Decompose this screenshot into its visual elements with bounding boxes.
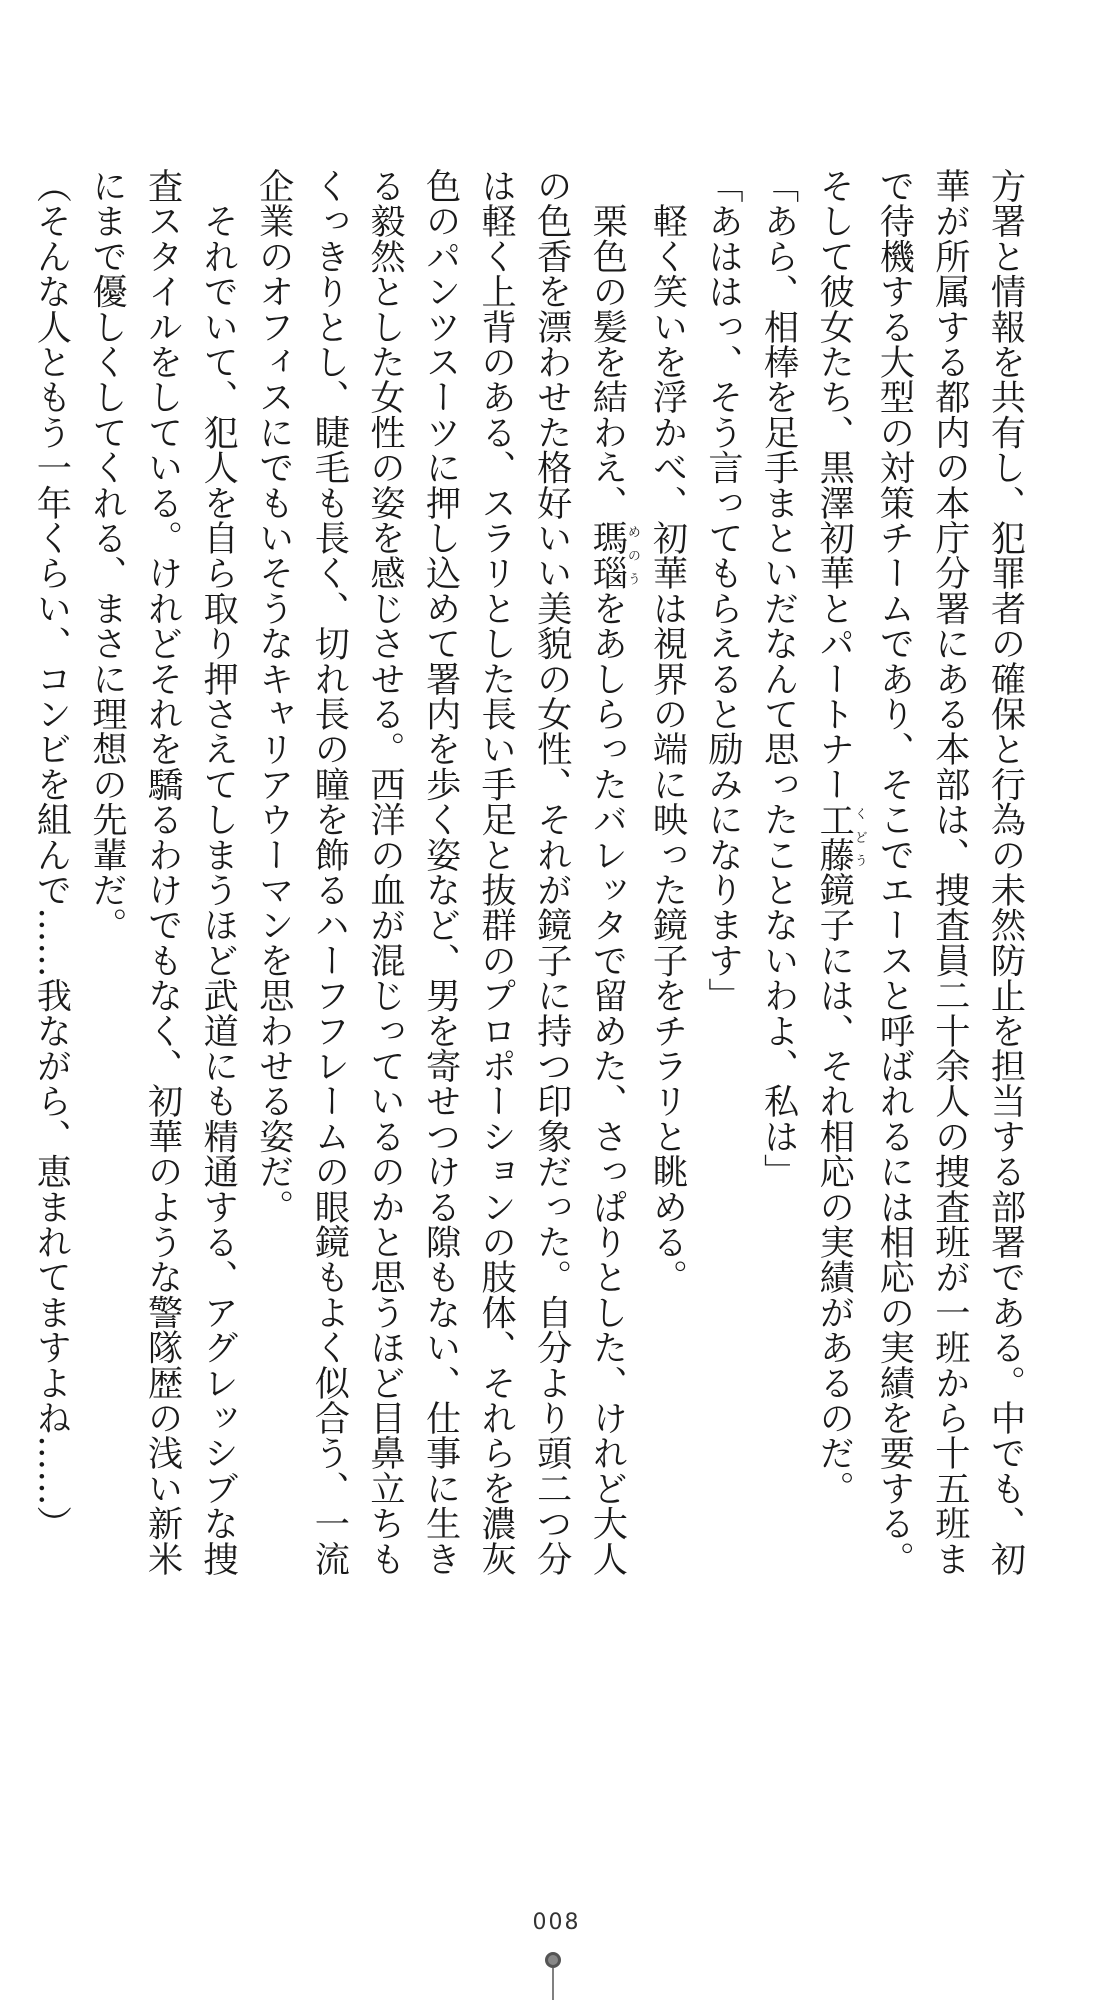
text-line: る毅然とした女性の姿を感じさせる。西洋の血が混じっているのかと思うほど目鼻立ちも (364, 168, 406, 1576)
text-line: は軽く上背のある、スラリとした長い手足と抜群のプロポーションの肢体、それらを濃灰 (475, 168, 517, 1576)
page-number: 008 (532, 1910, 581, 1935)
text-line: にまで優しくしてくれる、まさに理想の先輩だ。 (86, 168, 128, 943)
text-line: で待機する大型の対策チームであり、そこでエースと呼ばれるには相応の実績を要する。 (873, 168, 915, 1576)
dialogue-line: 「あははっ、そう言ってもらえると励みになります」 (702, 168, 744, 1013)
text-line: の色香を漂わせた格好いい美貌の女性、それが鏡子に持つ印象だった。自分より頭二つ分 (531, 168, 573, 1576)
text-line: 色のパンツスーツに押し込めて署内を歩く姿など、男を寄せつける隙もない、仕事に生き (420, 168, 462, 1576)
text-line: そして彼女たち、黒澤初華とパートナー工藤くどう鏡子には、それ相応の実績があるのだ。 (813, 168, 867, 1506)
text-line: 方署と情報を共有し、犯罪者の確保と行為の未然防止を担当する部署である。中でも、初 (985, 168, 1026, 1576)
text-line: 査スタイルをしている。けれどそれを驕るわけでもなく、初華のような警隊歴の浅い新米 (142, 168, 184, 1576)
text-line: 企業のオフィスにでもいそうなキャリアウーマンを思わせる姿だ。 (253, 168, 295, 1224)
text-line: 軽く笑いを浮かべ、初華は視界の端に映った鏡子をチラリと眺める。 (646, 168, 688, 1295)
text-line: 栗色の髪を結わえ、瑪瑙めのうをあしらったバレッタで留めた、さっぱりとした、けれど大人 (586, 168, 640, 1577)
text-line: それでいて、犯人を自ら取り押さえてしまうほど武道にも精通する、アグレッシブな捜 (197, 168, 239, 1576)
monologue-line: （そんな人ともう一年くらい、コンビを組んで……我ながら、恵まれてますよね……） (30, 168, 72, 1541)
vertical-body-text (30, 168, 1033, 1648)
dialogue-line: 「あら、相棒を足手まといだなんて思ったことないわよ、私は」 (758, 168, 800, 1189)
text-line: 華が所属する都内の本庁分署にある本部は、捜査員二十余人の捜査班が一班から十五班ま (929, 168, 971, 1576)
furigana-menou: 瑪瑙めのう (586, 520, 640, 591)
text-line: くっきりとし、睫毛も長く、切れ長の瞳を飾るハーフフレームの眼鏡もよく似合う、一流 (308, 168, 350, 1577)
furigana-kudou: 工藤くどう (813, 801, 867, 873)
page-ornament-icon (539, 1950, 567, 2000)
